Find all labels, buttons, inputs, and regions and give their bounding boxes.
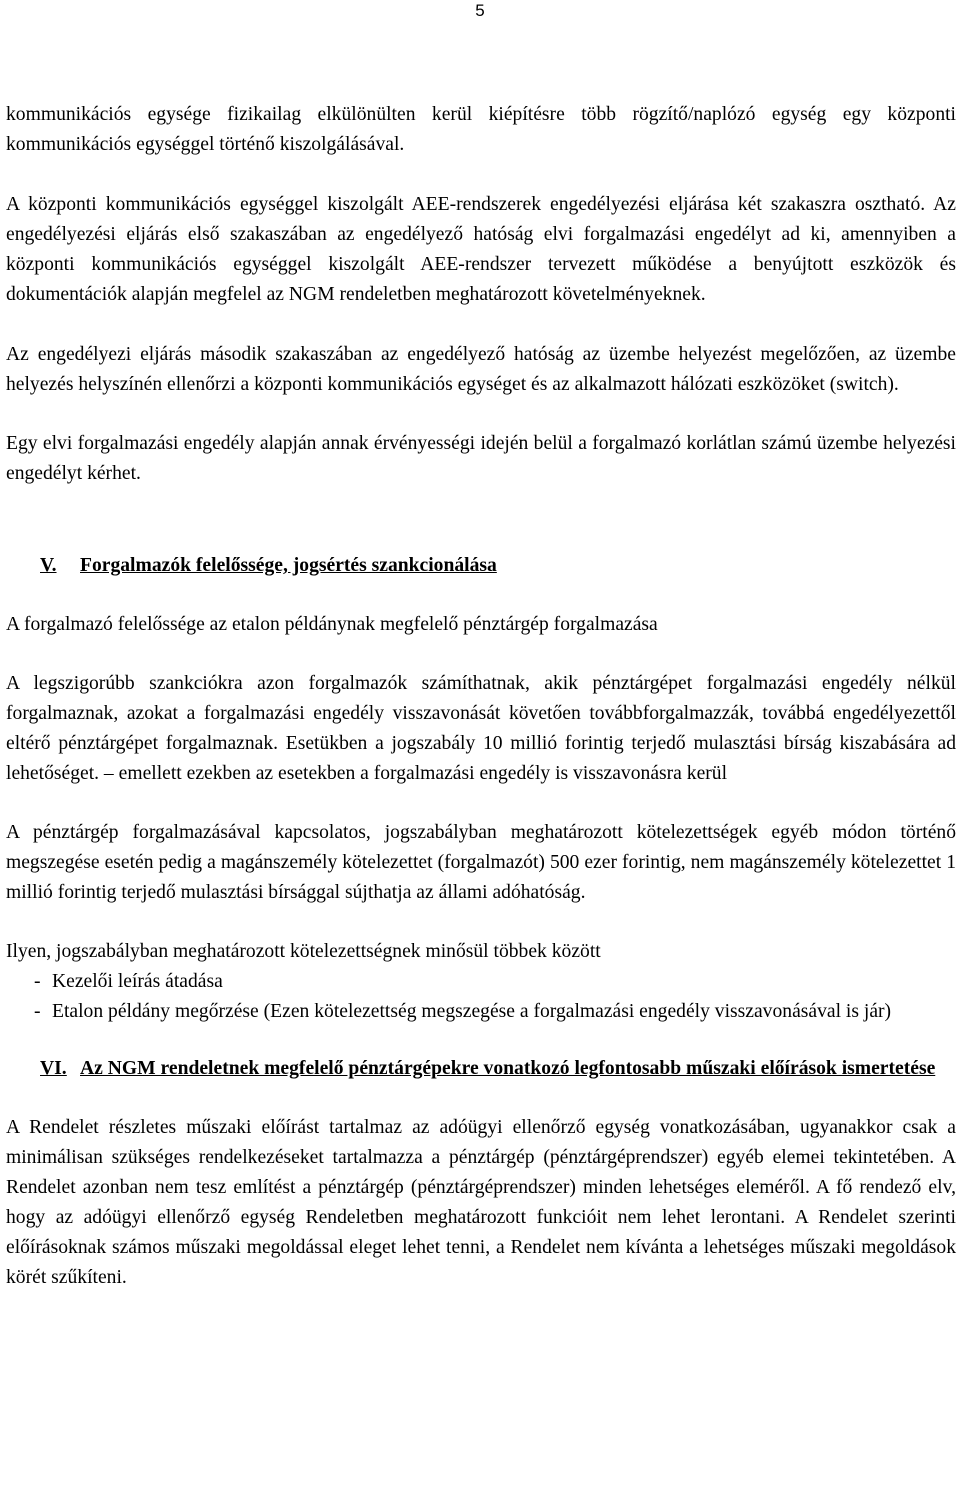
list-item	[6, 997, 956, 1027]
page-number: 5	[475, 1, 485, 20]
paragraph-strictest-sanctions: A legszigorúbb szankciókra azon forgalmazók számíthatnak, akik pénztárgépet forgalmazási engedély nélkül forgalmaznak, azokat a forgalmazási engedély visszavonását követően továbbforgalmazzák, továbbá engedélyezettől eltérő pénztárgépet forgalmaznak. Esetükben a jogszabály 10 millió forintig terjedő mulasztási bírság kiszabására ad lehetőséget. – emellett ezekben az esetekben a forgalmazási engedély is visszavonásra kerül	[6, 673, 956, 784]
section-title: Az NGM rendeletnek megfelelő pénztárgépekre vonatkozó legfontosabb műszaki előírások ismertetése	[80, 1058, 936, 1079]
paragraph-installation-permits: Egy elvi forgalmazási engedély alapján annak érvényességi idején belül a forgalmazó korlátlan számú üzembe helyezési engedélyt kérhet.	[6, 433, 956, 484]
list-item-text: Kezelői leírás átadása	[52, 971, 223, 992]
list-dash: -	[34, 971, 41, 992]
paragraph-regulation-details: A Rendelet részletes műszaki előírást tartalmaz az adóügyi ellenőrző egység vonatkozásában, ugyanakkor csak a minimálisan szükséges rendelkezéseket tartalmazza a pénztárgép (pénztárgéprendszer) egyéb elemei tekintetében. A Rendelet azonban nem tesz említést a pénztárgép (pénztárgéprendszer) minden lehetséges eleméről. A fő rendező elv, hogy az adóügyi ellenőrző egység Rendeletben meghatározott funkcióit nem lehet lerontani. A Rendelet szerinti előírásoknak számos műszaki megoldással eleget lehet tenni, a Rendelet nem kívánta a lehetséges műszaki megoldások körét szűkíteni.	[6, 1117, 956, 1288]
list-item	[6, 967, 956, 997]
section-heading-v	[6, 551, 956, 581]
document-body	[6, 100, 956, 1293]
section-number: VI.	[40, 1058, 67, 1079]
section-number: V.	[40, 555, 57, 576]
paragraph-intro-continuation: kommunikációs egysége fizikailag elkülönülten kerül kiépítésre több rögzítő/naplózó egység egy központi kommunikációs egységgel történő kiszolgálásával.	[6, 104, 956, 155]
paragraph-other-violations: A pénztárgép forgalmazásával kapcsolatos, jogszabályban meghatározott kötelezettségek egyéb módon történő megszegése esetén pedig a magánszemély kötelezettet (forgalmazót) 500 ezer forintig, nem magánszemély kötelezettet 1 millió forintig terjedő mulasztási bírsággal sújthatja az állami adóhatóság.	[6, 822, 956, 903]
paragraph-second-stage: Az engedélyezi eljárás második szakaszában az engedélyező hatóság az üzembe helyezést megelőzően, az üzembe helyezés helyszínén ellenőrzi a központi kommunikációs egységet és az alkalmazott hálózati eszközöket (switch).	[6, 344, 956, 395]
list-item-text: Etalon példány megőrzése (Ezen kötelezettség megszegése a forgalmazási engedély visszavonásával is jár)	[52, 1001, 892, 1022]
obligations-list	[6, 967, 956, 1027]
paragraph-authorization-stages: A központi kommunikációs egységgel kiszolgált AEE-rendszerek engedélyezési eljárása két szakaszra osztható. Az engedélyezési eljárás első szakaszában az engedélyező hatóság elvi forgalmazási engedélyt ad ki, amennyiben a központi kommunikációs egységgel kiszolgált AEE-rendszer tervezett működése a benyújtott eszközök és dokumentációk alapján megfelel az NGM rendeletben meghatározott követelményeknek.	[6, 194, 956, 305]
list-dash: -	[34, 1001, 41, 1022]
paragraph-distributor-responsibility: A forgalmazó felelőssége az etalon példánynak megfelelő pénztárgép forgalmazása	[6, 614, 658, 635]
section-heading-vi	[6, 1054, 956, 1084]
paragraph-obligations-intro: Ilyen, jogszabályban meghatározott kötelezettségnek minősül többek között	[6, 941, 601, 962]
section-title: Forgalmazók felelőssége, jogsértés szankcionálása	[80, 555, 497, 576]
